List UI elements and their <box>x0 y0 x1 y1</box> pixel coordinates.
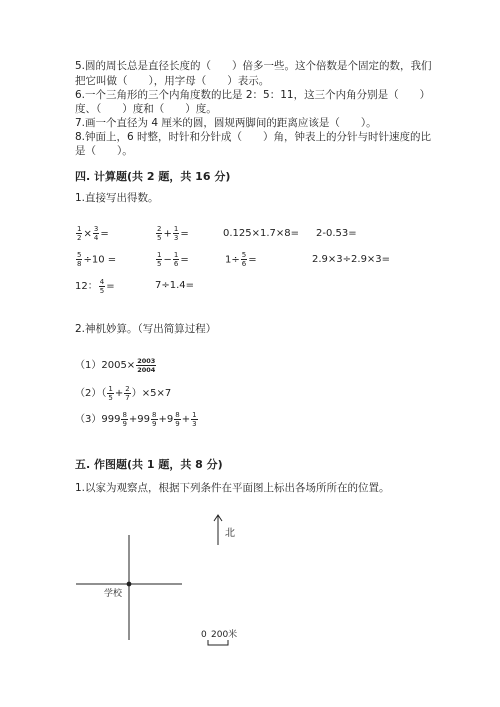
question-6-line1: 6.一个三角形的三个内角度数的比是 2：5：11，这三个内角分别是（ ） <box>75 89 431 101</box>
calc-item-10: 7÷1.4= <box>155 280 195 291</box>
calc-q2-item-1: （1）2005× $\frac{2003}{2004}$ <box>75 356 156 374</box>
calc-item-2: $\frac{2}{5}$ + $\frac{1}{3}$ = <box>157 225 189 242</box>
calc-item-4: 2-0.53= <box>316 228 357 239</box>
calc-item-6: $\frac{1}{5}$ − $\frac{1}{6}$ = <box>157 251 189 268</box>
school-point <box>127 582 132 587</box>
question-5-line2: 把它叫做（ ），用字母（ ）表示。 <box>75 75 270 87</box>
north-label: 北 <box>225 528 235 539</box>
drawing-q1: 1.以家为观察点，根据下列条件在平面图上标出各场所所在的位置。 <box>75 482 390 494</box>
question-8-line1: 8.钟面上，6 时整，时针和分针成（ ）角，钟表上的分针与时针速度的比 <box>75 131 432 143</box>
scale-bar <box>208 640 228 645</box>
calc-q2-item-3: （3）999 $\frac{8}{9}$ +99 $\frac{8}{9}$ +9 $\frac{8}{9}$ + $\frac{1}{3}$ <box>75 410 197 428</box>
question-7: 7.画一个直径为 4 厘米的圆，圆规两脚间的距离应该是（ ）。 <box>75 117 377 129</box>
north-arrow-icon <box>214 515 222 545</box>
calc-item-7: 1÷ $\frac{5}{6}$ = <box>225 251 257 268</box>
calc-item-9: 12： $\frac{4}{5}$ = <box>75 277 115 295</box>
school-label: 学校 <box>104 589 123 599</box>
calc-q2-item-2: （2）（ $\frac{1}{5}$ + $\frac{2}{7}$ ）×5×7 <box>75 384 172 402</box>
calc-q2-title: 2.神机妙算。（写出简算过程） <box>75 323 217 335</box>
question-5-line1: 5.圆的周长总是直径长度的（ ）倍多一些。这个倍数是个固定的数，我们 <box>75 60 432 72</box>
calc-q1-title: 1.直接写出得数。 <box>75 192 159 204</box>
scale-zero: 0 <box>201 630 207 640</box>
calc-item-5: $\frac{5}{8}$ ÷10 = <box>77 251 117 268</box>
section-5-title: 五. 作图题(共 1 题，共 8 分) <box>75 458 223 471</box>
calc-item-3: 0.125×1.7×8= <box>223 228 300 239</box>
question-8-line2: 是（ ）。 <box>75 145 133 157</box>
question-6-line2: 度、（ ）度和（ ）度。 <box>75 103 217 115</box>
calc-item-1: $\frac{1}{2}$ × $\frac{3}{4}$ = <box>77 225 109 242</box>
section-4-title: 四. 计算题(共 2 题，共 16 分) <box>75 170 231 183</box>
scale-label: 200米 <box>211 630 238 640</box>
calc-item-8: 2.9×3÷2.9×3= <box>312 254 391 265</box>
